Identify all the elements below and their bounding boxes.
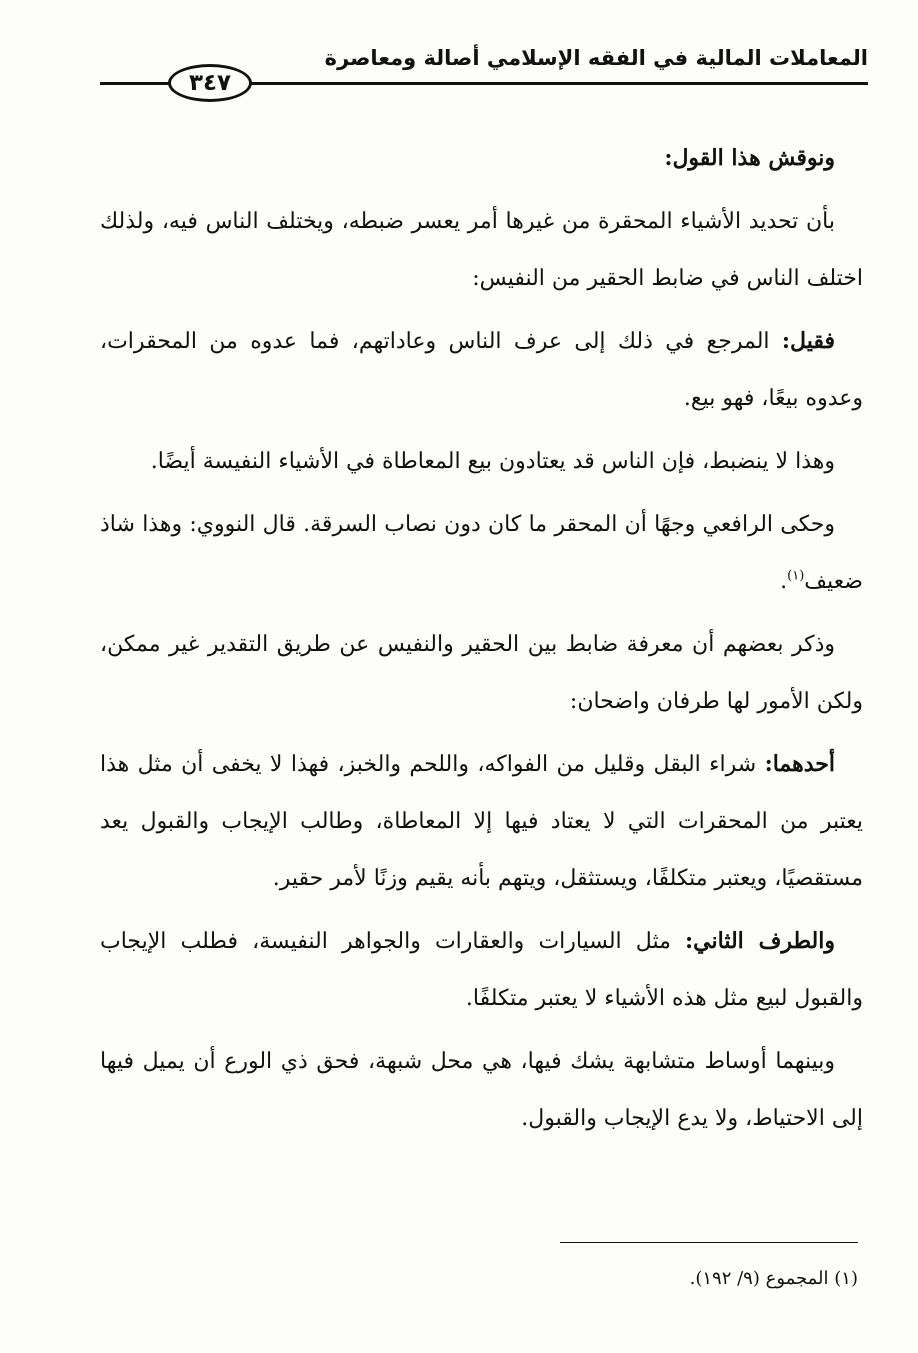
paragraph-8-text: مثل السيارات والعقارات والجواهر النفيسة، فطلب الإيجاب والقبول لبيع مثل هذه الأشياء لا يعتبر متكلفًا. [100, 929, 863, 1011]
paragraph-3-lead: فقيل: [781, 328, 835, 354]
paragraph-5-text: وحكى الرافعي وجهًا أن المحقر ما كان دون نصاب السرقة. قال النووي: وهذا شاذ ضعيف [100, 512, 863, 594]
page-header [100, 38, 868, 100]
paragraph-1: ونوقش هذا القول: [664, 145, 835, 171]
footnote-rule [560, 1242, 858, 1243]
page-number: ٣٤٧ [168, 64, 252, 102]
paragraph-5-end: . [780, 569, 788, 594]
paragraph-4: وهذا لا ينضبط، فإن الناس قد يعتادون بيع المعاطاة في الأشياء النفيسة أيضًا. [150, 449, 835, 474]
paragraph-7-lead: أحدهما: [764, 751, 836, 777]
footnote: (١) المجموع (٩/ ١٩٢). [689, 1268, 858, 1289]
paragraph-8-lead: والطرف الثاني: [685, 928, 835, 954]
paragraph-9: وبينهما أوساط متشابهة يشك فيها، هي محل شبهة، فحق ذي الورع أن يميل فيها إلى الاحتياط، ولا يدع الإيجاب والقبول. [100, 1049, 863, 1131]
paragraph-7-text: شراء البقل وقليل من الفواكه، واللحم والخبز، فهذا لا يخفى أن مثل هذا يعتبر من المحقرات التي لا يعتاد فيها إلا المعاطاة، وطالب الإيجاب والقبول يعد مستقصيًا، ويعتبر متكلفًا، ويستثقل، ويتهم بأنه يقيم وزنًا لأمر حقير. [100, 752, 863, 891]
paragraph-3-text: المرجع في ذلك إلى عرف الناس وعاداتهم، فما عدوه من المحقرات، وعدوه بيعًا، فهو بيع. [100, 329, 863, 411]
paragraph-3 [100, 313, 863, 427]
paragraph-2: بأن تحديد الأشياء المحقرة من غيرها أمر يعسر ضبطه، ويختلف الناس فيه، ولذلك اختلف الناس في ضابط الحقير من النفيس: [100, 209, 863, 291]
paragraph-5 [100, 496, 863, 610]
paragraph-8 [100, 913, 863, 1027]
page-body [100, 130, 863, 1153]
book-title: المعاملات المالية في الفقه الإسلامي أصالة ومعاصرة [324, 46, 868, 70]
footnote-ref[interactable]: (١) [787, 568, 805, 584]
paragraph-6: وذكر بعضهم أن معرفة ضابط بين الحقير والنفيس عن طريق التقدير غير ممكن، ولكن الأمور لها طرفان واضحان: [100, 632, 863, 714]
paragraph-7 [100, 736, 863, 907]
